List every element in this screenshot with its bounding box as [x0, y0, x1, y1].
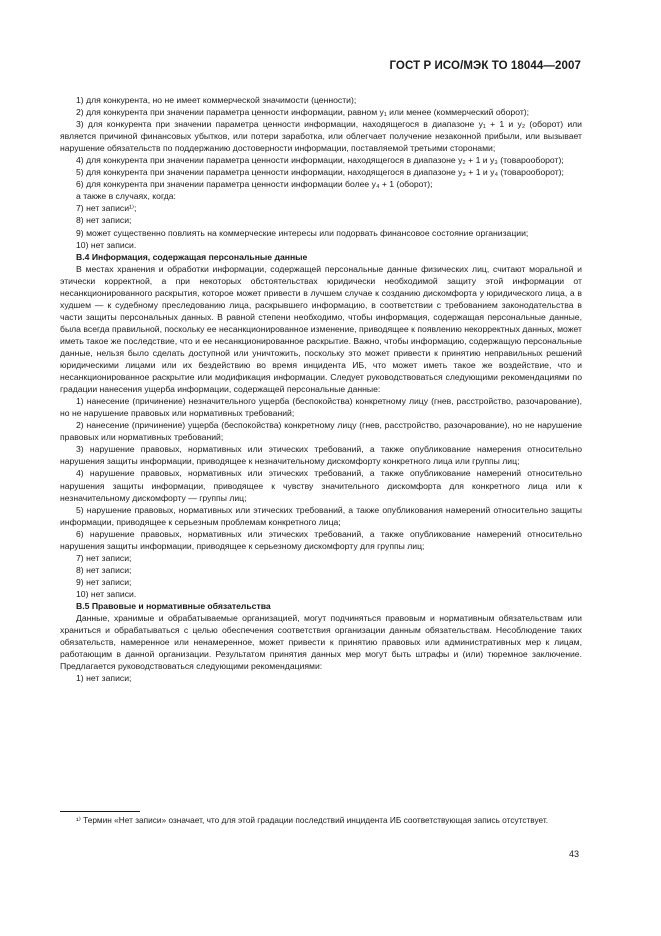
paragraph: 9) нет записи; [76, 576, 132, 587]
paragraph: 4) для конкурента при значении параметра ценности информации, находящегося в диапазоне у₂ + 1 и у₃ (товарооборот); [76, 155, 564, 166]
paragraph: 10) нет записи. [76, 588, 137, 599]
footnote-divider [60, 811, 140, 812]
paragraph: 1) для конкурента, но не имеет коммерческой значимости (ценности); [76, 95, 357, 105]
paragraph: а также в случаях, когда: [76, 191, 176, 202]
paragraph: 1) нанесение (причинение) незначительного ущерба (беспокойства) конкретному лицу (гнев, расстройство, разочарование), но не нарушение правовых или нормативных требований; [60, 396, 582, 419]
footnote-text: ¹⁾ Термин «Нет записи» означает, что для этой градации последствий инцидента ИБ соответствующая запись отсутствует. [76, 815, 549, 825]
page-number: 43 [569, 849, 580, 859]
paragraph: 1) нет записи; [76, 673, 132, 684]
document-header: ГОСТ Р ИСО/МЭК ТО 18044—2007 [389, 60, 581, 72]
paragraph: 10) нет записи. [76, 239, 137, 250]
footnote [60, 815, 582, 827]
document-body [60, 94, 582, 684]
paragraph: 7) нет записи¹⁾; [76, 203, 137, 214]
paragraph: Данные, хранимые и обрабатываемые организацией, могут подчиняться правовым и нормативным обязательствам или храниться и обрабатываться с целью обеспечения соответствия организации данным обязательствам. Несоблюдение таких обязательств, намеренное или ненамеренное, может привести к принятию правовых или административных мер к лицам, работающим в данной организации. Результатом принятия данных мер могут быть штрафы и (или) тюремное заключение. Предлагается руководствоваться следующими рекомендациями: [60, 613, 582, 672]
section-heading-b5: В.5 Правовые и нормативные обязательства [76, 600, 271, 611]
paragraph: 4) нарушение правовых, нормативных или этических требований, а также опубликование намерений относительно нарушения защиты информации, приводящее к чувству значительного дискомфорта для конкретного лица или к незначительному дискомфорту — группы лиц; [60, 468, 582, 503]
paragraph: 5) нарушение правовых, нормативных или этических требований, а также опубликования намерений относительно защиты информации, приводящее к серьезным проблемам конкретного лица; [60, 504, 582, 527]
paragraph: 7) нет записи; [76, 552, 132, 563]
paragraph: 3) для конкурента при значении параметра ценности информации, находящегося в диапазоне у₁ + 1 и у₂ (оборот) или является причиной финансовых убытков, или потери заработка, или облегчает получение незаконной прибыли, или вызывает нарушение обязательств по поддержанию достоверности информации, поставляемой третьими сторонами; [60, 119, 582, 154]
paragraph: 6) для конкурента при значении параметра ценности информации более у₄ + 1 (оборот); [76, 179, 433, 190]
section-heading-b4: В.4 Информация, содержащая персональные данные [76, 251, 308, 262]
paragraph: 3) нарушение правовых, нормативных или этических требований, а также опубликование намерения относительно нарушения защиты информации, приводящее к незначительному дискомфорту конкретного лица или группы лиц; [60, 444, 582, 467]
paragraph: В местах хранения и обработки информации, содержащей персональные данные физических лиц, считают моральной и этически корректной, а при некоторых обстоятельствах юридически необходимой защиту этой информации от несанкционированного раскрытия, которое может привести в лучшем случае к созданию дискомфорта у юридического лица, а в худшем — к судебному преследованию лица, раскрывшего информацию, в соответствии с требованием законодательства в части защиты персональных данных. В равной степени необходимо, чтобы информация, содержащая персональные данные, была всегда правильной, поскольку ее несанкционированное изменение, приводящее к появлению некорректных данных, может иметь такое же последствие, что и ее несанкционированное раскрытие. Важно, чтобы информацию, содержащую персональные данные, нельзя было сделать доступной или уничтожить, поскольку это может привести к принятию неправильных решений юридическими лицами или их бездействию во время инцидента ИБ, что может иметь такое же воздействие, что и несанкционированное раскрытие или модификация информации. Следует руководствоваться следующими рекомендациями по градации нанесения ущерба информации, содержащей персональные данные: [60, 263, 582, 395]
paragraph: 6) нарушение правовых, нормативных или этических требований, а также опубликование намерений относительно нарушения защиты информации, приводящее к серьезному дискомфорту для группы лиц; [60, 528, 582, 551]
paragraph: 8) нет записи; [76, 215, 132, 226]
paragraph: 8) нет записи; [76, 564, 132, 575]
paragraph: 5) для конкурента при значении параметра ценности информации, находящегося в диапазоне у₃ + 1 и у₄ (товарооборот); [76, 167, 564, 178]
paragraph: 2) для конкурента при значении параметра ценности информации, равном у₁ или менее (коммерческий оборот); [76, 107, 530, 118]
paragraph: 2) нанесение (причинение) ущерба (беспокойства) конкретному лицу (гнев, расстройство, разочарование), но не нарушение правовых или нормативных требований; [60, 420, 582, 443]
paragraph: 9) может существенно повлиять на коммерческие интересы или подорвать финансовое состояние организации; [76, 227, 529, 238]
